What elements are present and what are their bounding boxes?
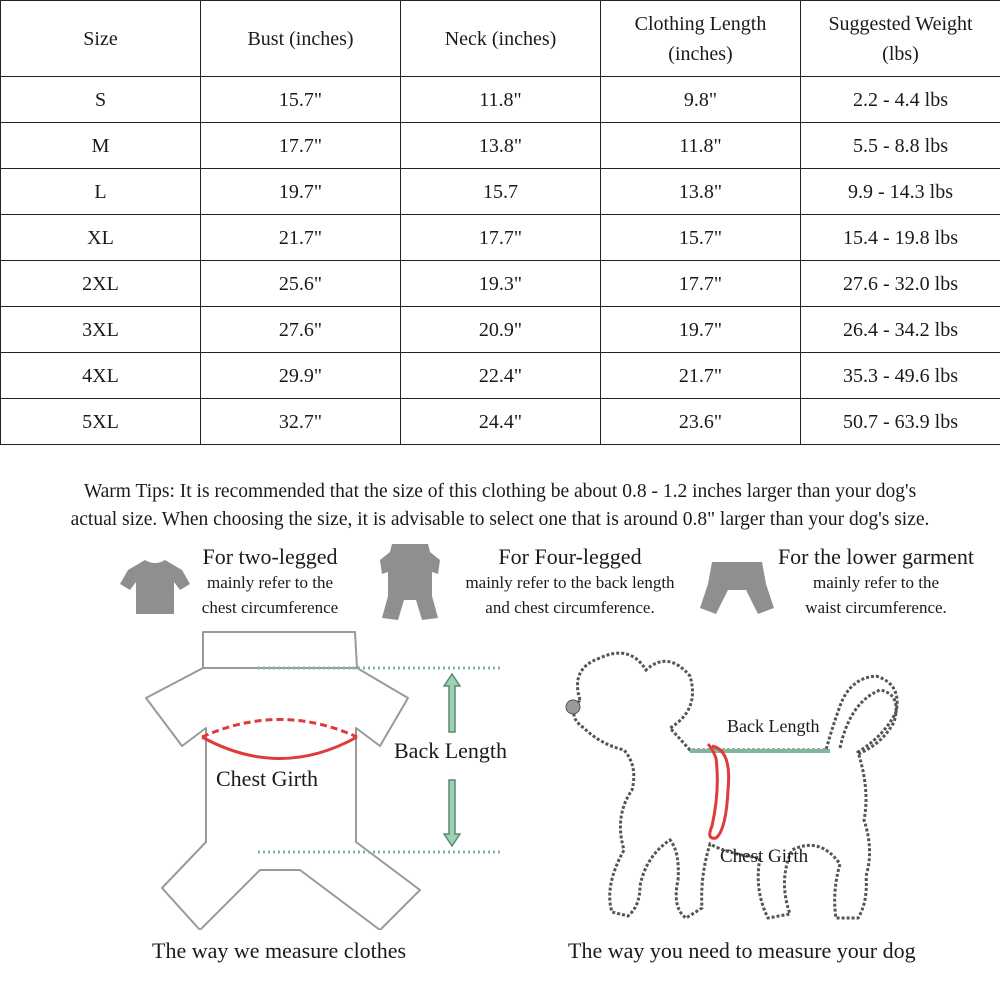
table-header-row	[1, 1, 1000, 77]
category-line-2: waist circumference.	[805, 598, 947, 617]
cell-neck: 17.7"	[401, 215, 601, 261]
cell-bust: 27.6"	[201, 307, 401, 353]
cell-clothing-length: 19.7"	[601, 307, 801, 353]
cell-clothing-length: 11.8"	[601, 123, 801, 169]
header-clothing-length: Clothing Length (inches)	[601, 1, 801, 77]
cell-neck: 19.3"	[401, 261, 601, 307]
cell-neck: 15.7	[401, 169, 601, 215]
cell-clothing-length: 17.7"	[601, 261, 801, 307]
cell-neck: 11.8"	[401, 77, 601, 123]
cell-size: L	[1, 169, 201, 215]
cell-suggested-weight: 15.4 - 19.8 lbs	[801, 215, 1000, 261]
cell-suggested-weight: 5.5 - 8.8 lbs	[801, 123, 1000, 169]
table-row	[1, 77, 1000, 123]
clothes-caption: The way we measure clothes	[152, 938, 407, 963]
category-line-1: mainly refer to the	[206, 573, 334, 592]
table-row	[1, 123, 1000, 169]
cell-suggested-weight: 27.6 - 32.0 lbs	[801, 261, 1000, 307]
cell-bust: 15.7"	[201, 77, 401, 123]
table-row	[1, 169, 1000, 215]
cell-bust: 17.7"	[201, 123, 401, 169]
category-four-legged	[430, 544, 710, 620]
table-row	[1, 399, 1000, 445]
category-line-1: mainly refer to the	[812, 573, 940, 592]
dog-chest-girth-loop	[708, 744, 729, 838]
size-chart-table	[0, 0, 1000, 445]
dog-back-length-label: Back Length	[727, 716, 820, 736]
back-length-arrow-up	[444, 674, 460, 732]
table-row	[1, 307, 1000, 353]
cell-bust: 32.7"	[201, 399, 401, 445]
header-size: Size	[1, 1, 201, 77]
category-title: For Four-legged	[498, 544, 642, 569]
cell-bust: 25.6"	[201, 261, 401, 307]
cell-suggested-weight: 35.3 - 49.6 lbs	[801, 353, 1000, 399]
dog-caption: The way you need to measure your dog	[568, 938, 916, 963]
cell-bust: 19.7"	[201, 169, 401, 215]
dog-chest-girth-label: Chest Girth	[720, 846, 809, 867]
warm-tips-line-2: actual size. When choosing the size, it is advisable to select one that is around 0.8" larger than your dog's size.	[70, 509, 930, 530]
cell-clothing-length: 13.8"	[601, 169, 801, 215]
clothes-back-length-label: Back Length	[394, 738, 508, 763]
cell-suggested-weight: 26.4 - 34.2 lbs	[801, 307, 1000, 353]
cell-clothing-length: 23.6"	[601, 399, 801, 445]
table-row	[1, 261, 1000, 307]
category-lower-garment	[752, 544, 1000, 620]
cell-size: 3XL	[1, 307, 201, 353]
cell-size: XL	[1, 215, 201, 261]
cell-size: 4XL	[1, 353, 201, 399]
cell-bust: 21.7"	[201, 215, 401, 261]
cell-size: 5XL	[1, 399, 201, 445]
cell-bust: 29.9"	[201, 353, 401, 399]
category-two-legged	[180, 544, 360, 620]
category-line-2: chest circumference	[201, 598, 339, 617]
table-row	[1, 215, 1000, 261]
cell-neck: 22.4"	[401, 353, 601, 399]
cell-suggested-weight: 2.2 - 4.4 lbs	[801, 77, 1000, 123]
dog-nose	[566, 700, 580, 714]
header-neck: Neck (inches)	[401, 1, 601, 77]
cell-clothing-length: 9.8"	[601, 77, 801, 123]
category-title: For the lower garment	[777, 544, 975, 569]
cell-clothing-length: 15.7"	[601, 215, 801, 261]
category-line-1: mainly refer to the back length	[465, 573, 675, 592]
cell-suggested-weight: 50.7 - 63.9 lbs	[801, 399, 1000, 445]
warm-tips-line-1: Warm Tips: It is recommended that the size of this clothing be about 0.8 - 1.2 inches larger than your dog's	[83, 481, 917, 502]
dog-tail-loop	[840, 690, 896, 754]
table-row	[1, 353, 1000, 399]
header-suggested-weight: Suggested Weight (lbs)	[801, 1, 1000, 77]
dog-silhouette-outline	[574, 653, 897, 918]
back-length-arrow-down	[444, 780, 460, 846]
clothes-chest-girth-label: Chest Girth	[216, 766, 319, 791]
cell-clothing-length: 21.7"	[601, 353, 801, 399]
cell-suggested-weight: 9.9 - 14.3 lbs	[801, 169, 1000, 215]
category-title: For two-legged	[202, 544, 338, 569]
warm-tips	[0, 478, 1000, 534]
cell-size: 2XL	[1, 261, 201, 307]
category-line-2: and chest circumference.	[485, 598, 655, 617]
dog-measurement-diagram	[540, 640, 980, 930]
cell-neck: 13.8"	[401, 123, 601, 169]
cell-size: M	[1, 123, 201, 169]
header-bust: Bust (inches)	[201, 1, 401, 77]
cell-neck: 24.4"	[401, 399, 601, 445]
cell-neck: 20.9"	[401, 307, 601, 353]
cell-size: S	[1, 77, 201, 123]
